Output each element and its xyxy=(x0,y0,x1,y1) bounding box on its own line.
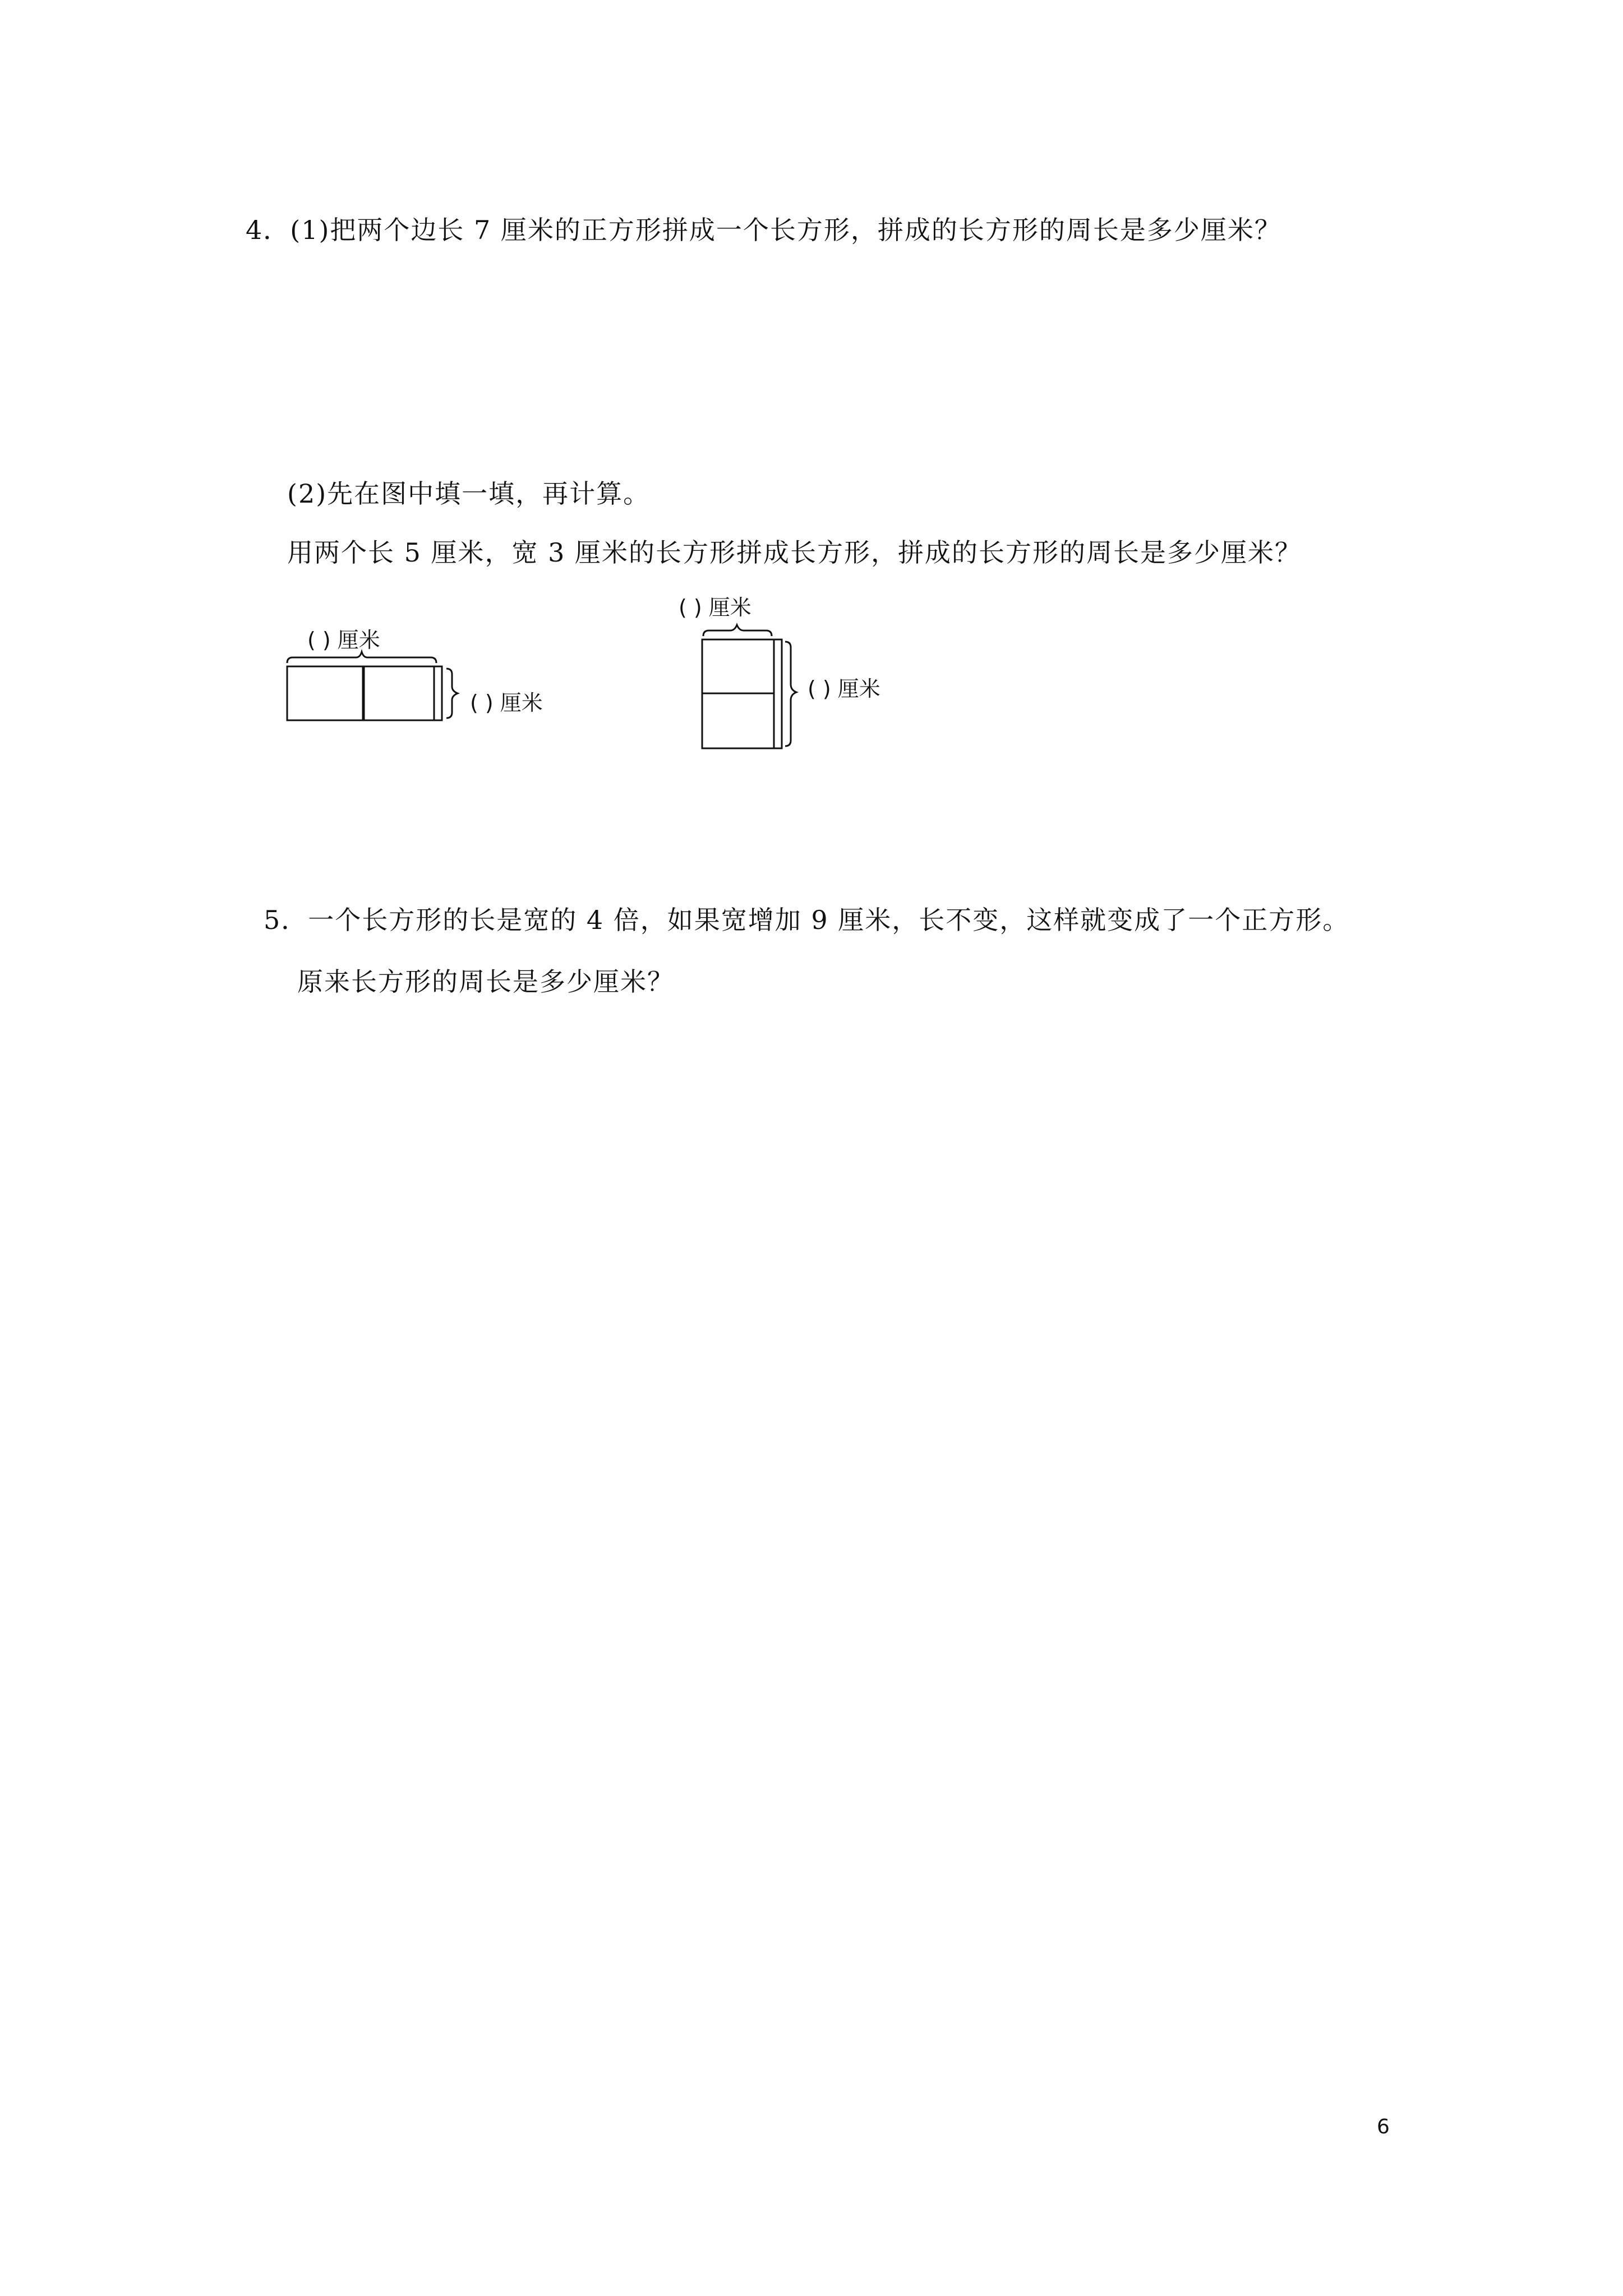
figure-2-width-blank[interactable]: ( ) 厘米 xyxy=(679,595,751,620)
figure-2-vertical-rectangle xyxy=(695,623,808,752)
figure-2-height-blank[interactable]: ( ) 厘米 xyxy=(808,677,880,701)
page-number: 6 xyxy=(1377,2115,1390,2138)
figure-1-length-blank[interactable]: ( ) 厘米 xyxy=(307,628,380,652)
question-5-line-2: 原来长方形的周长是多少厘米？ xyxy=(297,967,674,997)
figure-1-width-blank[interactable]: ( ) 厘米 xyxy=(470,691,543,715)
question-5-line-1: 5．一个长方形的长是宽的 4 倍，如果宽增加 9 厘米，长不变，这样就变成了一个正方形。 xyxy=(264,905,1350,935)
question-4-part-2-instruction: (2)先在图中填一填，再计算。 xyxy=(287,478,651,509)
question-4-part-1: 4．(1)把两个边长 7 厘米的正方形拼成一个长方形，拼成的长方形的周长是多少厘米？ xyxy=(246,215,1281,245)
figure-1-horizontal-rectangle xyxy=(280,651,471,735)
question-4-part-2-problem: 用两个长 5 厘米，宽 3 厘米的长方形拼成长方形，拼成的长方形的周长是多少厘米？ xyxy=(287,537,1302,568)
